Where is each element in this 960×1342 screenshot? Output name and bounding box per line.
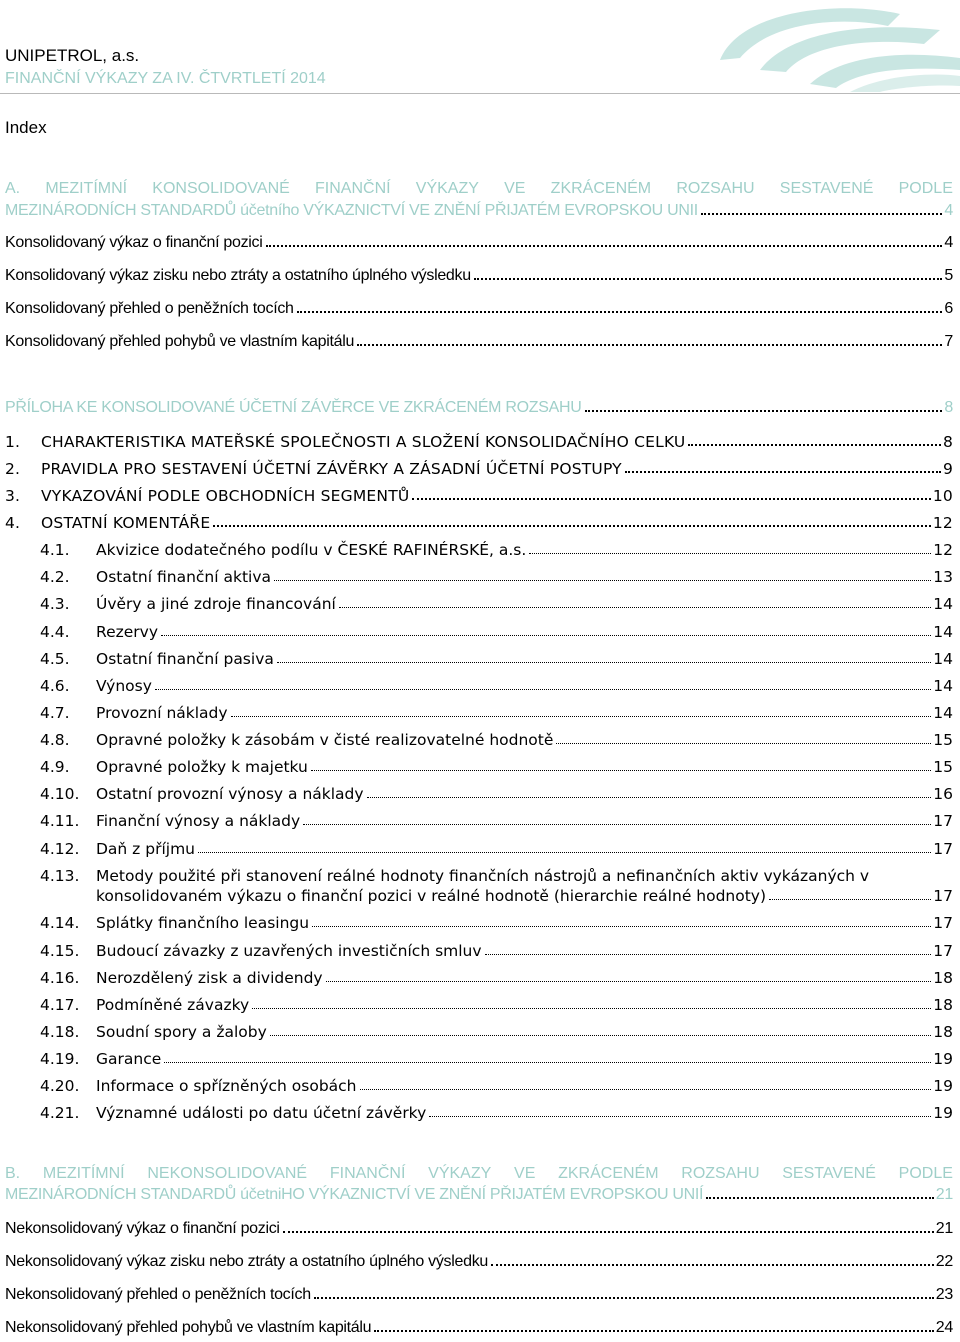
toc-page-number: 14 [933,650,953,668]
toc-number: 4.19. [40,1050,80,1068]
toc-number: 4.9. [40,758,70,776]
toc-label: PRAVIDLA PRO SESTAVENÍ ÚČETNÍ ZÁVĚRKY A ZÁSADNÍ ÚČETNÍ POSTUPY [41,460,622,478]
section-a-word: VE [504,180,526,197]
dot-leader [270,1035,931,1036]
toc-number: 4. [5,514,21,532]
toc-page-number: 17 [933,887,953,905]
toc-label: Opravné položky k zásobám v čisté realizovatelné hodnotě [96,731,554,749]
dot-leader [429,1116,931,1117]
toc-subsection[interactable] [40,731,953,749]
toc-page-number: 4 [944,234,953,251]
toc-label: Akvizice dodatečného podílu v ČESKÉ RAFINÉRSKÉ, a.s. [96,541,527,559]
toc-subsection[interactable] [40,942,953,960]
toc-page-number: 14 [933,623,953,641]
toc-subsection[interactable] [40,704,953,722]
toc-subsection[interactable] [40,996,953,1014]
toc-number: 4.1. [40,541,70,559]
dot-leader [374,1330,934,1332]
toc-page-number: 16 [933,785,953,803]
toc-page-number: 5 [944,267,953,284]
toc-number: 3. [5,487,21,505]
dot-leader [585,410,943,412]
dot-leader [277,662,931,663]
dot-leader [485,954,932,955]
toc-label: Splátky finančního leasingu [96,914,310,932]
dot-leader [556,743,931,744]
dot-leader [213,525,931,527]
toc-number: 4.21. [40,1104,80,1122]
toc-label: PŘÍLOHA KE KONSOLIDOVANÉ ÚČETNÍ ZÁVĚRCE VE ZKRÁCENÉM ROZSAHU [5,399,582,416]
toc-number: 4.8. [40,731,70,749]
toc-entry[interactable] [5,234,953,252]
toc-chapter[interactable] [5,460,953,478]
toc-page-number: 21 [935,1220,953,1237]
toc-label-line1: Metody použité při stanovení reálné hodnoty finančních nástrojů a nefinančních aktiv vykázaných v [96,867,870,885]
toc-page-number: 8 [944,399,953,416]
toc-label: Nekonsolidovaný výkaz zisku nebo ztráty a ostatního úplného výsledku [5,1253,488,1270]
dot-leader [161,635,931,636]
toc-page-number: 9 [942,460,953,478]
dot-leader [326,981,932,982]
section-b-word: VE [514,1165,536,1182]
toc-page-number: 14 [933,677,953,695]
section-a-word: KONSOLIDOVANÉ [152,180,290,197]
section-a-word: ZKRÁCENÉM [550,180,652,197]
toc-label: Soudní spory a žaloby [96,1023,267,1041]
toc-label: Konsolidovaný přehled o peněžních tocích [5,300,294,317]
section-b-word: ROZSAHU [681,1165,760,1182]
toc-label: Konsolidovaný výkaz zisku nebo ztráty a ostatního úplného výsledku [5,267,471,284]
dot-leader [529,553,931,554]
toc-subsection[interactable] [40,840,953,858]
section-a-word: MEZITÍMNÍ [45,180,128,197]
toc-label: Ostatní finanční aktiva [96,568,272,586]
toc-page-number: 19 [933,1050,953,1068]
section-b-word: FINANČNÍ [329,1165,406,1182]
section-a-word: PODLE [898,180,953,197]
toc-label: Ostatní provozní výnosy a náklady [96,785,364,803]
toc-subsection[interactable] [40,677,953,695]
toc-subsection[interactable] [40,541,953,559]
toc-label: Provozní náklady [96,704,228,722]
toc-page-number: 22 [935,1253,953,1270]
toc-number: 4.5. [40,650,70,668]
toc-label: MEZINÁRODNÍCH STANDARDŮ účetního VÝKAZNICTVÍ VE ZNĚNÍ PŘIJATÉM EVROPSKOU UNII [5,202,698,219]
toc-subsection[interactable] [40,623,953,641]
index-title: Index [5,118,47,137]
toc-label: Konsolidovaný přehled pohybů ve vlastním kapitálu [5,333,355,350]
toc-label: Rezervy [96,623,158,641]
toc-number: 2. [5,460,21,478]
toc-chapter[interactable] [5,514,953,532]
toc-subsection[interactable] [40,595,953,613]
dot-leader [274,580,931,581]
toc-entry[interactable] [5,267,953,285]
section-a-word: FINANČNÍ [315,180,391,197]
toc-subsection[interactable] [40,1104,953,1122]
toc-page-number: 18 [933,1023,953,1041]
toc-page-number: 8 [942,433,953,451]
toc-page-number: 17 [933,942,953,960]
dot-leader [155,689,931,690]
toc-number: 4.7. [40,704,70,722]
toc-subsection[interactable] [40,1023,953,1041]
toc-chapter[interactable] [5,433,953,451]
dot-leader [625,471,941,473]
toc-page-number: 17 [933,812,953,830]
dot-leader [312,926,931,927]
header-divider [0,93,960,94]
dot-leader [266,245,943,247]
toc-number: 1. [5,433,21,451]
toc-page-number: 13 [933,568,953,586]
dot-leader [303,824,931,825]
dot-leader [769,899,931,900]
toc-label: OSTATNÍ KOMENTÁŘE [41,514,211,532]
toc-label: MEZINÁRODNÍCH STANDARDŮ účetniHO VÝKAZNICTVÍ VE ZNĚNÍ PŘIJATÉM EVROPSKOU UNIÍ [5,1186,704,1203]
toc-page-number: 12 [933,541,953,559]
toc-page-number: 14 [933,595,953,613]
toc-label: Budoucí závazky z uzavřených investičních smluv [96,942,482,960]
toc-page-number: 19 [933,1077,953,1095]
toc-entry[interactable] [5,1253,953,1271]
dot-leader [491,1264,934,1266]
toc-page-number: 21 [935,1186,953,1203]
dot-leader [314,1297,934,1299]
toc-subsection[interactable] [40,758,953,776]
company-name: UNIPETROL, a.s. [5,46,140,65]
toc-entry[interactable] [5,1286,953,1304]
dot-leader [706,1197,934,1199]
toc-subsection[interactable] [40,568,953,586]
toc-label: Garance [96,1050,162,1068]
toc-label: Daň z příjmu [96,840,195,858]
section-b-word: ZKRÁCENÉM [558,1165,659,1182]
toc-number: 4.18. [40,1023,80,1041]
toc-subsection[interactable] [40,812,953,830]
toc-entry-annex[interactable] [5,399,953,417]
section-a-heading-line1[interactable] [5,180,953,198]
dot-leader [412,498,930,500]
toc-subsection[interactable] [40,914,953,932]
section-b-word: SESTAVENÉ [782,1165,876,1182]
dot-leader [474,278,943,280]
toc-page-number: 15 [933,758,953,776]
toc-subsection[interactable] [40,650,953,668]
toc-entry-section-b[interactable] [5,1186,953,1204]
toc-label: CHARAKTERISTIKA MATEŘSKÉ SPOLEČNOSTI A SLOŽENÍ KONSOLIDAČNÍHO CELKU [41,433,686,451]
toc-label: Ostatní finanční pasiva [96,650,274,668]
toc-number: 4.12. [40,840,80,858]
dot-leader [231,716,932,717]
toc-label: Finanční výnosy a náklady [96,812,301,830]
toc-number: 4.11. [40,812,80,830]
toc-entry[interactable] [5,333,953,351]
toc-entry[interactable] [5,1220,953,1238]
dot-leader [367,797,932,798]
toc-page-number: 19 [933,1104,953,1122]
dot-leader [688,444,940,446]
dot-leader [164,1062,931,1063]
toc-number: 4.20. [40,1077,80,1095]
toc-chapter[interactable] [5,487,953,505]
toc-number: 4.14. [40,914,80,932]
toc-label: Nekonsolidovaný výkaz o finanční pozici [5,1220,280,1237]
toc-subsection[interactable] [40,1050,953,1068]
toc-label: Významné události po datu účetní závěrky [96,1104,427,1122]
section-b-word: VÝKAZY [428,1165,492,1182]
toc-number: 4.6. [40,677,70,695]
toc-label: VYKAZOVÁNÍ PODLE OBCHODNÍCH SEGMENTŮ [41,487,410,505]
dot-leader [701,213,943,215]
toc-page-number: 6 [944,300,953,317]
toc-page-number: 10 [932,487,953,505]
section-b-word: PODLE [898,1165,953,1182]
toc-page-number: 17 [933,840,953,858]
section-a-word: SESTAVENÉ [779,180,874,197]
section-a-word: VÝKAZY [415,180,479,197]
toc-label: Nekonsolidovaný přehled pohybů ve vlastním kapitálu [5,1319,372,1336]
toc-entry[interactable] [5,300,953,318]
toc-label: Nerozdělený zisk a dividendy [96,969,323,987]
toc-number: 4.17. [40,996,80,1014]
report-title: FINANČNÍ VÝKAZY ZA IV. ČTVRTLETÍ 2014 [5,70,326,87]
dot-leader [311,770,931,771]
toc-page-number: 18 [933,996,953,1014]
page-header [0,0,960,100]
section-b-word: NEKONSOLIDOVANÉ [147,1165,308,1182]
section-b-heading-line1[interactable] [5,1165,953,1183]
toc-number: 4.16. [40,969,80,987]
toc-subsection[interactable] [40,1077,953,1095]
toc-entry-section-a[interactable] [5,202,953,220]
toc-label: Opravné položky k majetku [96,758,308,776]
dot-leader [339,607,931,608]
unipetrol-logo-icon [700,0,960,92]
dot-leader [198,852,931,853]
section-b-word: B. [5,1165,21,1182]
toc-label: Podmíněné závazky [96,996,250,1014]
dot-leader [252,1008,931,1009]
toc-label: Konsolidovaný výkaz o finanční pozici [5,234,263,251]
toc-page-number: 14 [933,704,953,722]
section-b-word: MEZITÍMNÍ [42,1165,125,1182]
toc-page-number: 17 [933,914,953,932]
toc-subsection-413-continued[interactable] [96,887,953,905]
toc-label: Výnosy [96,677,152,695]
dot-leader [360,1089,932,1090]
toc-subsection[interactable] [40,785,953,803]
toc-entry[interactable] [5,1319,953,1337]
toc-number: 4.15. [40,942,80,960]
toc-number: 4.2. [40,568,70,586]
toc-number: 4.10. [40,785,80,803]
toc-subsection-413[interactable] [40,867,953,885]
toc-number: 4.4. [40,623,70,641]
toc-page-number: 12 [932,514,953,532]
dot-leader [357,344,942,346]
toc-page-number: 15 [933,731,953,749]
toc-page-number: 18 [933,969,953,987]
section-a-word: A. [5,180,21,197]
toc-label: Nekonsolidovaný přehled o peněžních tocích [5,1286,311,1303]
toc-page-number: 23 [935,1286,953,1303]
section-a-word: ROZSAHU [676,180,755,197]
toc-number: 4.13. [40,867,80,885]
dot-leader [297,311,943,313]
toc-subsection[interactable] [40,969,953,987]
toc-number: 4.3. [40,595,70,613]
toc-label: Úvěry a jiné zdroje financování [96,595,336,613]
toc-label: Informace o spřízněných osobách [96,1077,357,1095]
toc-page-number: 4 [944,202,953,219]
dot-leader [283,1231,934,1233]
toc-label-line2: konsolidovaném výkazu o finanční pozici v reálné hodnotě (hierarchie reálné hodnoty) [96,887,767,905]
toc-page-number: 7 [944,333,953,350]
toc-page-number: 24 [935,1319,953,1336]
